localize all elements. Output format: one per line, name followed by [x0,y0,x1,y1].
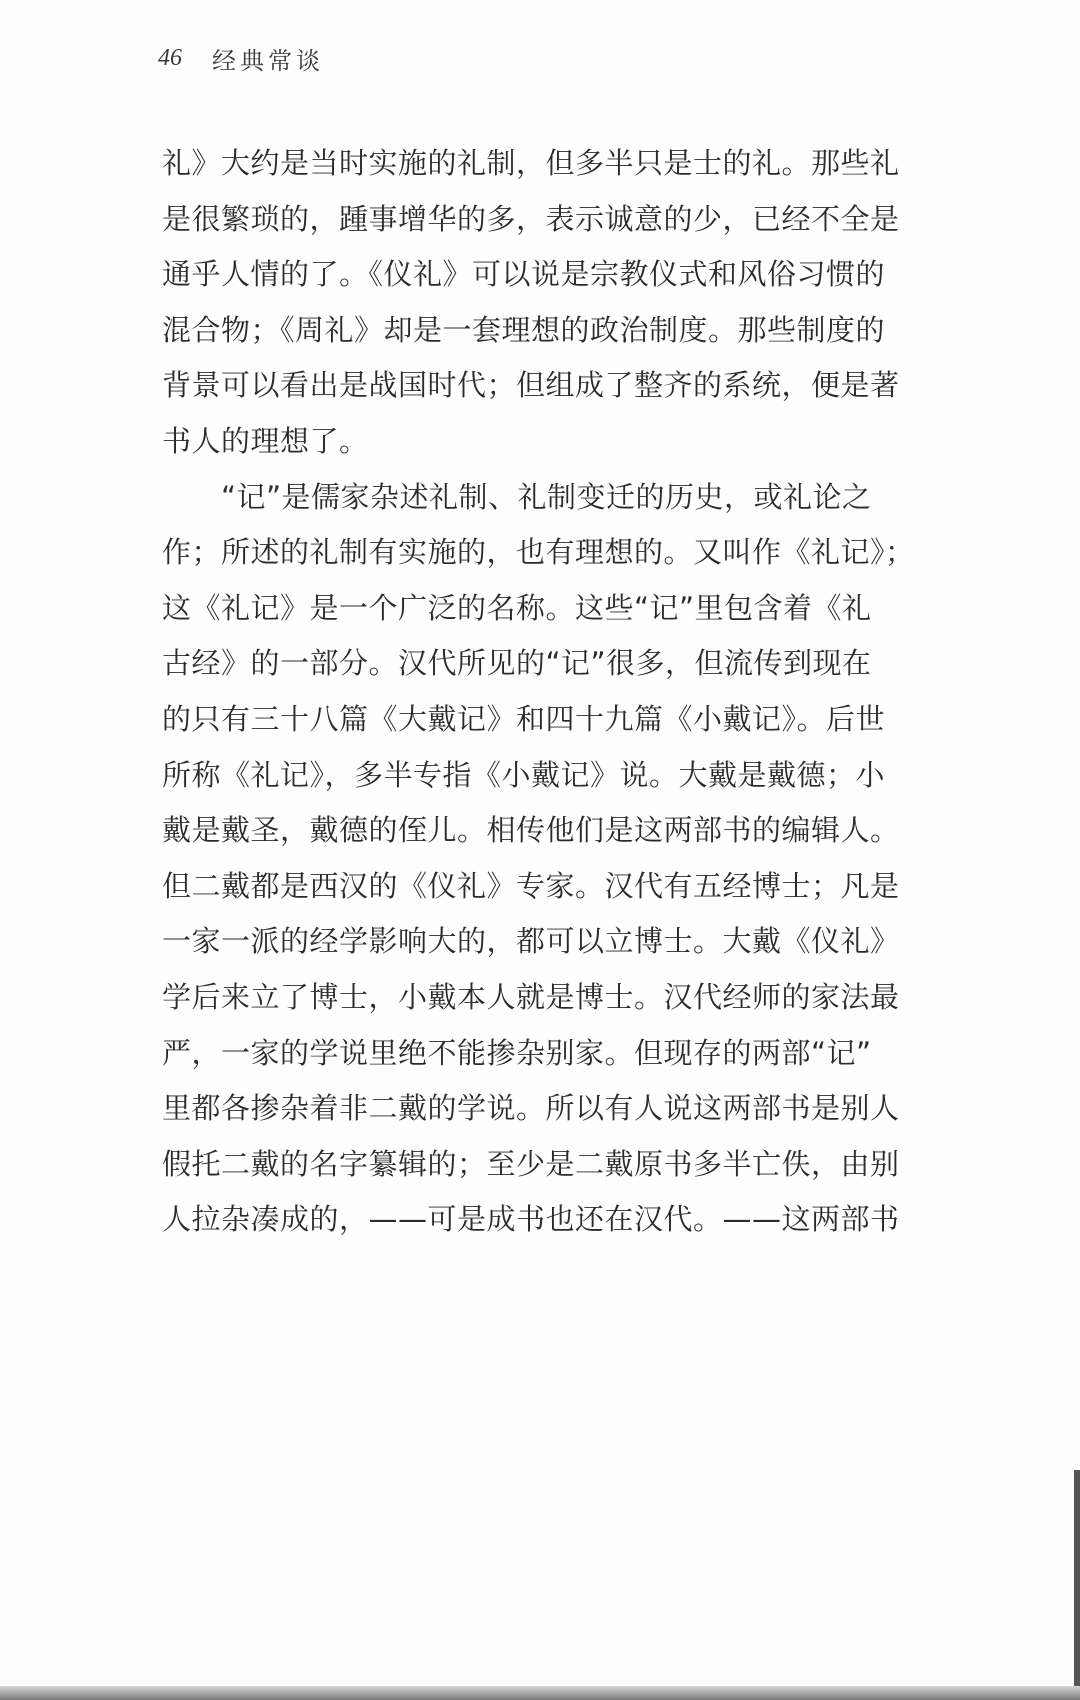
text-line: 古经》的一部分。汉代所见的“记”很多，但流传到现在 [162,646,872,681]
text-line: 通乎人情的了。《仪礼》可以说是宗教仪式和风俗习惯的 [162,257,886,292]
text-line: 这《礼记》是一个广泛的名称。这些“记”里包含着《礼 [162,590,872,625]
text-line: 背景可以看出是战国时代；但组成了整齐的系统，便是著 [162,368,900,403]
text-line: 是很繁琐的，踵事增华的多，表示诚意的少，已经不全是 [162,201,900,236]
text-line: 假托二戴的名字纂辑的；至少是二戴原书多半亡佚，由别 [162,1146,900,1181]
text-line: “记”是儒家杂述礼制、礼制变迁的历史，或礼论之 [162,479,872,514]
text-line: 礼》大约是当时实施的礼制，但多半只是士的礼。那些礼 [162,146,900,180]
page-number: 46 [158,44,182,71]
text-line: 书人的理想了。 [162,423,369,458]
text-line: 作；所述的礼制有实施的，也有理想的。又叫作《礼记》； [162,535,915,570]
body-text [162,136,922,1248]
text-line: 混合物；《周礼》却是一套理想的政治制度。那些制度的 [162,312,886,347]
page-edge-shadow [1074,1470,1080,1700]
text-line: 学后来立了博士，小戴本人就是博士。汉代经师的家法最 [162,979,900,1014]
text-line: 里都各掺杂着非二戴的学说。所以有人说这两部书是别人 [162,1091,900,1126]
running-header [158,38,324,78]
text-line: 戴是戴圣，戴德的侄儿。相传他们是这两部书的编辑人。 [162,813,900,848]
book-title: 经典常谈 [212,46,324,75]
text-line: 但二戴都是西汉的《仪礼》专家。汉代有五经博士；凡是 [162,868,900,903]
text-line: 人拉杂凑成的，——可是成书也还在汉代。——这两部书 [162,1202,900,1237]
scan-bottom-edge [0,1686,1080,1700]
text-line: 的只有三十八篇《大戴记》和四十九篇《小戴记》。后世 [162,701,886,736]
text-line: 一家一派的经学影响大的，都可以立博士。大戴《仪礼》 [162,924,900,959]
text-line: 严，一家的学说里绝不能掺杂别家。但现存的两部“记” [162,1035,872,1070]
text-line: 所称《礼记》，多半专指《小戴记》说。大戴是戴德；小 [162,757,886,792]
